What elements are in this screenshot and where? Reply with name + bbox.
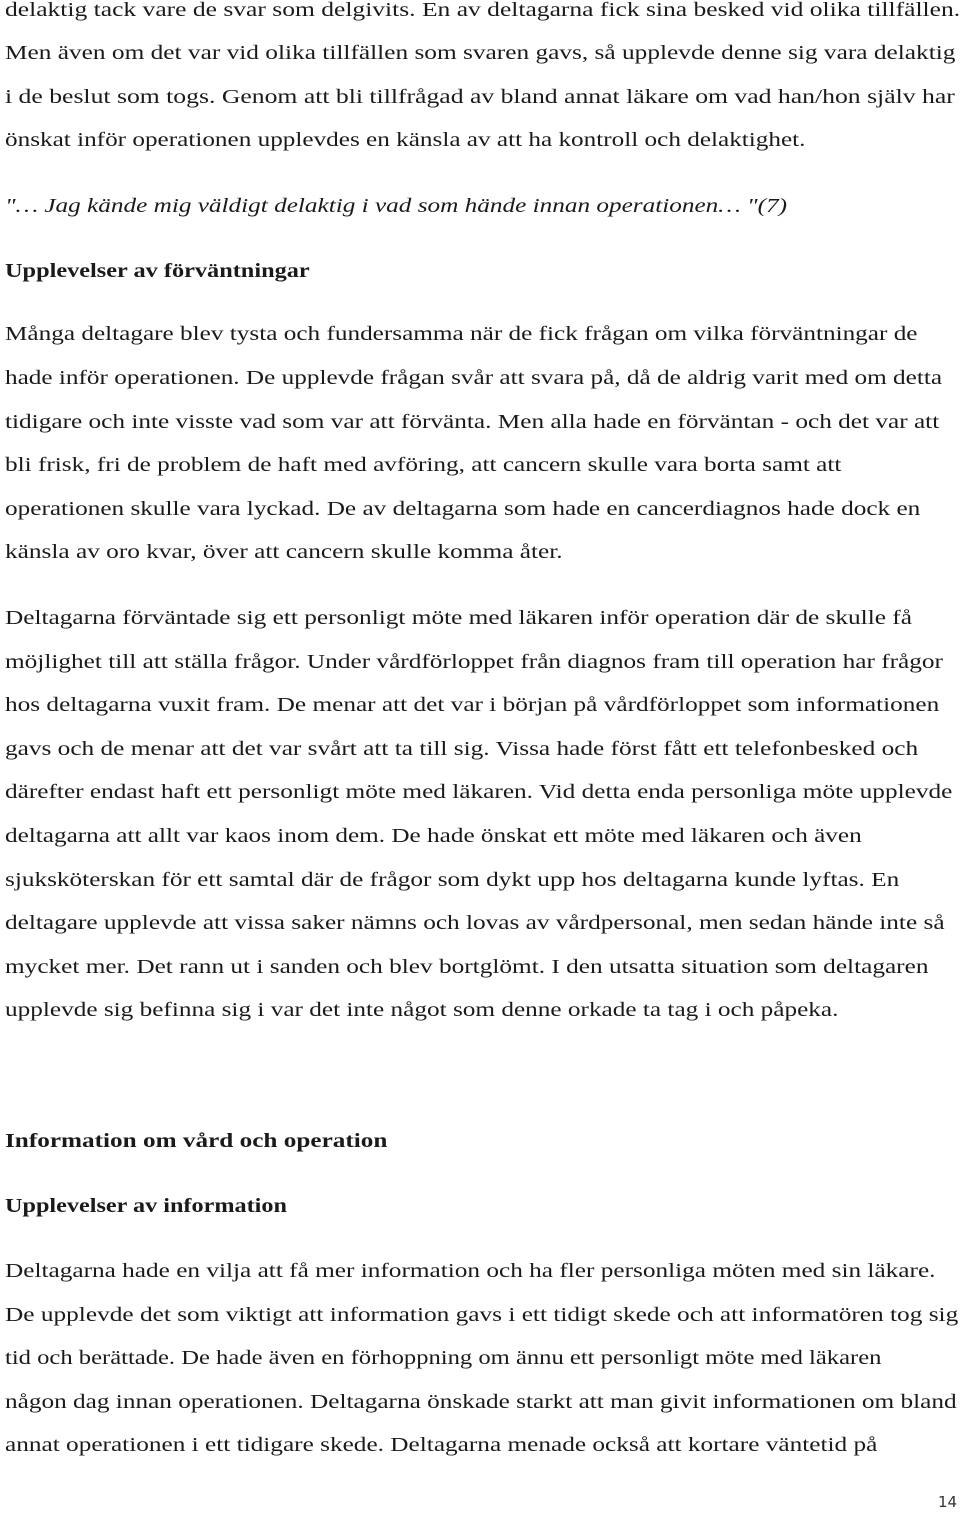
text-line: Deltagarna hade en vilja att få mer information och ha fler personliga möten med sin läkare.: [5, 1260, 936, 1282]
text-line: känsla av oro kvar, över att cancern skulle komma åter.: [5, 541, 563, 563]
page-number: 14: [938, 1493, 958, 1511]
text-line: mycket mer. Det rann ut i sanden och blev bortglömt. I den utsatta situation som deltagaren: [5, 956, 929, 978]
text-line: upplevde sig befinna sig i var det inte något som denne orkade ta tag i och påpeka.: [5, 999, 839, 1021]
text-line: tidigare och inte visste vad som var att förvänta. Men alla hade en förväntan - och det var att: [5, 411, 940, 433]
text-line: därefter endast haft ett personligt möte med läkaren. Vid detta enda personliga möte upplevde: [5, 781, 953, 803]
subheading-information: Upplevelser av information: [5, 1195, 287, 1217]
text-line: bli frisk, fri de problem de haft med avföring, att cancern skulle vara borta samt att: [5, 454, 842, 476]
text-line: delaktig tack vare de svar som delgivits. En av deltagarna fick sina besked vid olika tillfällen.: [5, 0, 960, 21]
text-line: Men även om det var vid olika tillfällen som svaren gavs, så upplevde denne sig vara delaktig: [5, 42, 956, 64]
text-line: hade inför operationen. De upplevde frågan svår att svara på, då de aldrig varit med om detta: [5, 367, 943, 389]
text-line: De upplevde det som viktigt att information gavs i ett tidigt skede och att informatören tog sig: [5, 1304, 959, 1326]
text-line: deltagare upplevde att vissa saker nämns och lovas av vårdpersonal, men sedan hände inte så: [5, 912, 945, 934]
text-line: i de beslut som togs. Genom att bli tillfrågad av bland annat läkare om vad han/hon själv har: [5, 86, 955, 108]
text-line: tid och berättade. De hade även en förhoppning om ännu ett personligt möte med läkaren: [5, 1347, 882, 1369]
text-line: sjuksköterskan för ett samtal där de frågor som dykt upp hos deltagarna kunde lyftas. En: [5, 869, 900, 891]
text-line: någon dag innan operationen. Deltagarna önskade starkt att man givit informationen om bland: [5, 1391, 957, 1413]
text-line: möjlighet till att ställa frågor. Under vårdförloppet från diagnos fram till operation har frågor: [5, 651, 943, 673]
text-line: gavs och de menar att det var svårt att ta till sig. Vissa hade först fått ett telefonbesked och: [5, 738, 919, 760]
heading-information: Information om vård och operation: [5, 1130, 388, 1152]
text-line: önskat inför operationen upplevdes en känsla av att ha kontroll och delaktighet.: [5, 129, 806, 151]
subheading-expectations: Upplevelser av förväntningar: [5, 260, 310, 282]
text-line: Deltagarna förväntade sig ett personligt möte med läkaren inför operation där de skulle få: [5, 607, 912, 629]
text-line: operationen skulle vara lyckad. De av deltagarna som hade en cancerdiagnos hade dock en: [5, 498, 921, 520]
quote-line: "… Jag kände mig väldigt delaktig i vad som hände innan operationen… "(7): [5, 195, 788, 217]
text-line: annat operationen i ett tidigare skede. Deltagarna menade också att kortare väntetid på: [5, 1434, 878, 1456]
text-line: Många deltagare blev tysta och fundersamma när de fick frågan om vilka förväntningar de: [5, 323, 918, 345]
text-line: deltagarna att allt var kaos inom dem. De hade önskat ett möte med läkaren och även: [5, 825, 862, 847]
text-line: hos deltagarna vuxit fram. De menar att det var i början på vårdförloppet som informationen: [5, 694, 940, 716]
